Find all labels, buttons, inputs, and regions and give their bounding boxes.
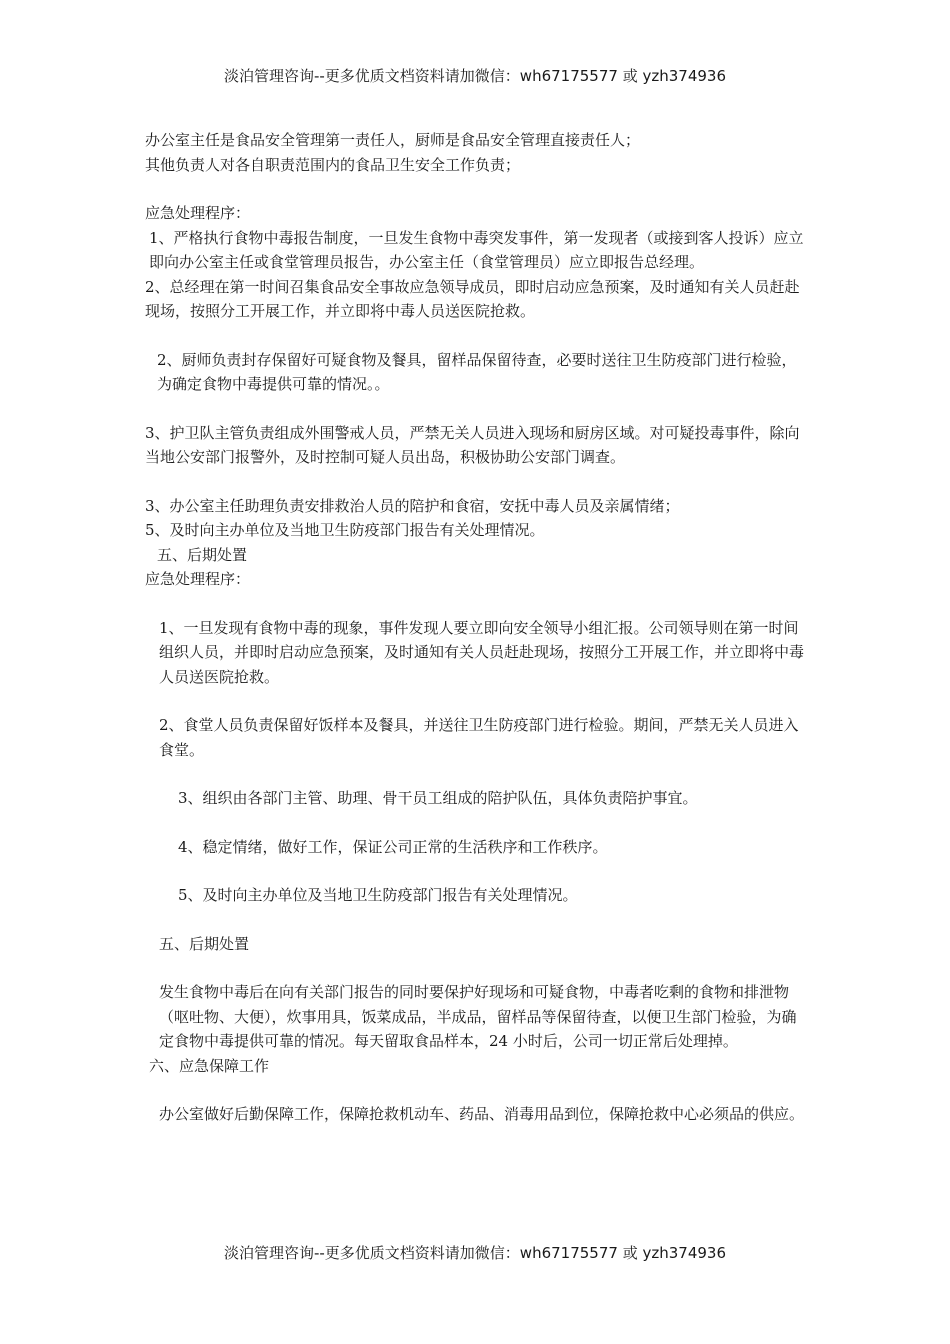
section-heading-emergency-support: 六、应急保障工作 bbox=[149, 1056, 270, 1075]
paragraph-procedure-2: 2、食堂人员负责保留好饭样本及餐具，并送往卫生防疫部门进行检验。期间，严禁无关人员进入食堂。 bbox=[159, 716, 799, 759]
page-footer: 淡泊管理咨询--更多优质文档资料请加微信：wh67175577 或 yzh374936 bbox=[223, 1244, 726, 1262]
paragraph-aftermath: 发生食物中毒后在向有关部门报告的同时要保护好现场和可疑食物，中毒者吃剩的食物和排泄物（呕吐物、大便），炊事用具，饭菜成品，半成品，留样品等保留待查，以便卫生部门检验，为确定食物中毒提供可靠的情况。每天留取食品样本，24 小时后，公司一切正常后处理掉。 bbox=[159, 983, 797, 1050]
section-heading-emergency-procedure: 应急处理程序： bbox=[145, 204, 251, 222]
paragraph-emergency-support: 办公室做好后勤保障工作，保障抢救机动车、药品、消毒用品到位，保障抢救中心必须品的供应。 bbox=[159, 1105, 805, 1123]
section-heading-emergency-procedure-2: 应急处理程序： bbox=[145, 570, 251, 588]
section-heading-aftermath-2: 五、后期处置 bbox=[159, 934, 250, 953]
paragraph-step-1: 1、严格执行食物中毒报告制度，一旦发生食物中毒突发事件，第一发现者（或接到客人投诉）应立即向办公室主任或食堂管理员报告，办公室主任（食堂管理员）应立即报告总经理。 bbox=[149, 228, 804, 271]
paragraph-procedure-1: 1、一旦发现有食物中毒的现象，事件发现人要立即向安全领导小组汇报。公司领导则在第一时间组织人员，并即时启动应急预案，及时通知有关人员赶赴现场，按照分工开展工作，并立即将中毒人员送医院抢救。 bbox=[159, 618, 805, 686]
paragraph-step-3b: 3、办公室主任助理负责安排救治人员的陪护和食宿，安抚中毒人员及亲属情绪； bbox=[145, 496, 680, 515]
section-heading-aftermath: 五、后期处置 bbox=[157, 545, 248, 564]
paragraph-step-2b: 2、厨师负责封存保留好可疑食物及餐具，留样品保留待查，必要时送往卫生防疫部门进行检验，为确定食物中毒提供可靠的情况。。 bbox=[157, 350, 797, 393]
paragraph-responsibility-2: 其他负责人对各自职责范围内的食品卫生安全工作负责； bbox=[145, 155, 521, 174]
page-header: 淡泊管理咨询--更多优质文档资料请加微信：wh67175577 或 yzh374936 bbox=[223, 67, 726, 85]
paragraph-procedure-3: 3、组织由各部门主管、助理、骨干员工组成的陪护队伍，具体负责陪护事宜。 bbox=[178, 789, 698, 807]
paragraph-step-3: 3、护卫队主管负责组成外围警戒人员，严禁无关人员进入现场和厨房区域。对可疑投毒事件，除向当地公安部门报警外，及时控制可疑人员出岛，积极协助公安部门调查。 bbox=[145, 423, 800, 466]
paragraph-step-2: 2、总经理在第一时间召集食品安全事故应急领导成员，即时启动应急预案，及时通知有关人员赶赴现场，按照分工开展工作，并立即将中毒人员送医院抢救。 bbox=[145, 277, 800, 320]
document-body bbox=[145, 128, 810, 1127]
paragraph-step-5: 5、及时向主办单位及当地卫生防疫部门报告有关处理情况。 bbox=[145, 521, 545, 539]
paragraph-responsibility-1: 办公室主任是食品安全管理第一责任人，厨师是食品安全管理直接责任人； bbox=[145, 131, 641, 149]
paragraph-procedure-5: 5、及时向主办单位及当地卫生防疫部门报告有关处理情况。 bbox=[178, 886, 578, 904]
paragraph-procedure-4: 4、稳定情绪，做好工作，保证公司正常的生活秩序和工作秩序。 bbox=[178, 837, 608, 856]
